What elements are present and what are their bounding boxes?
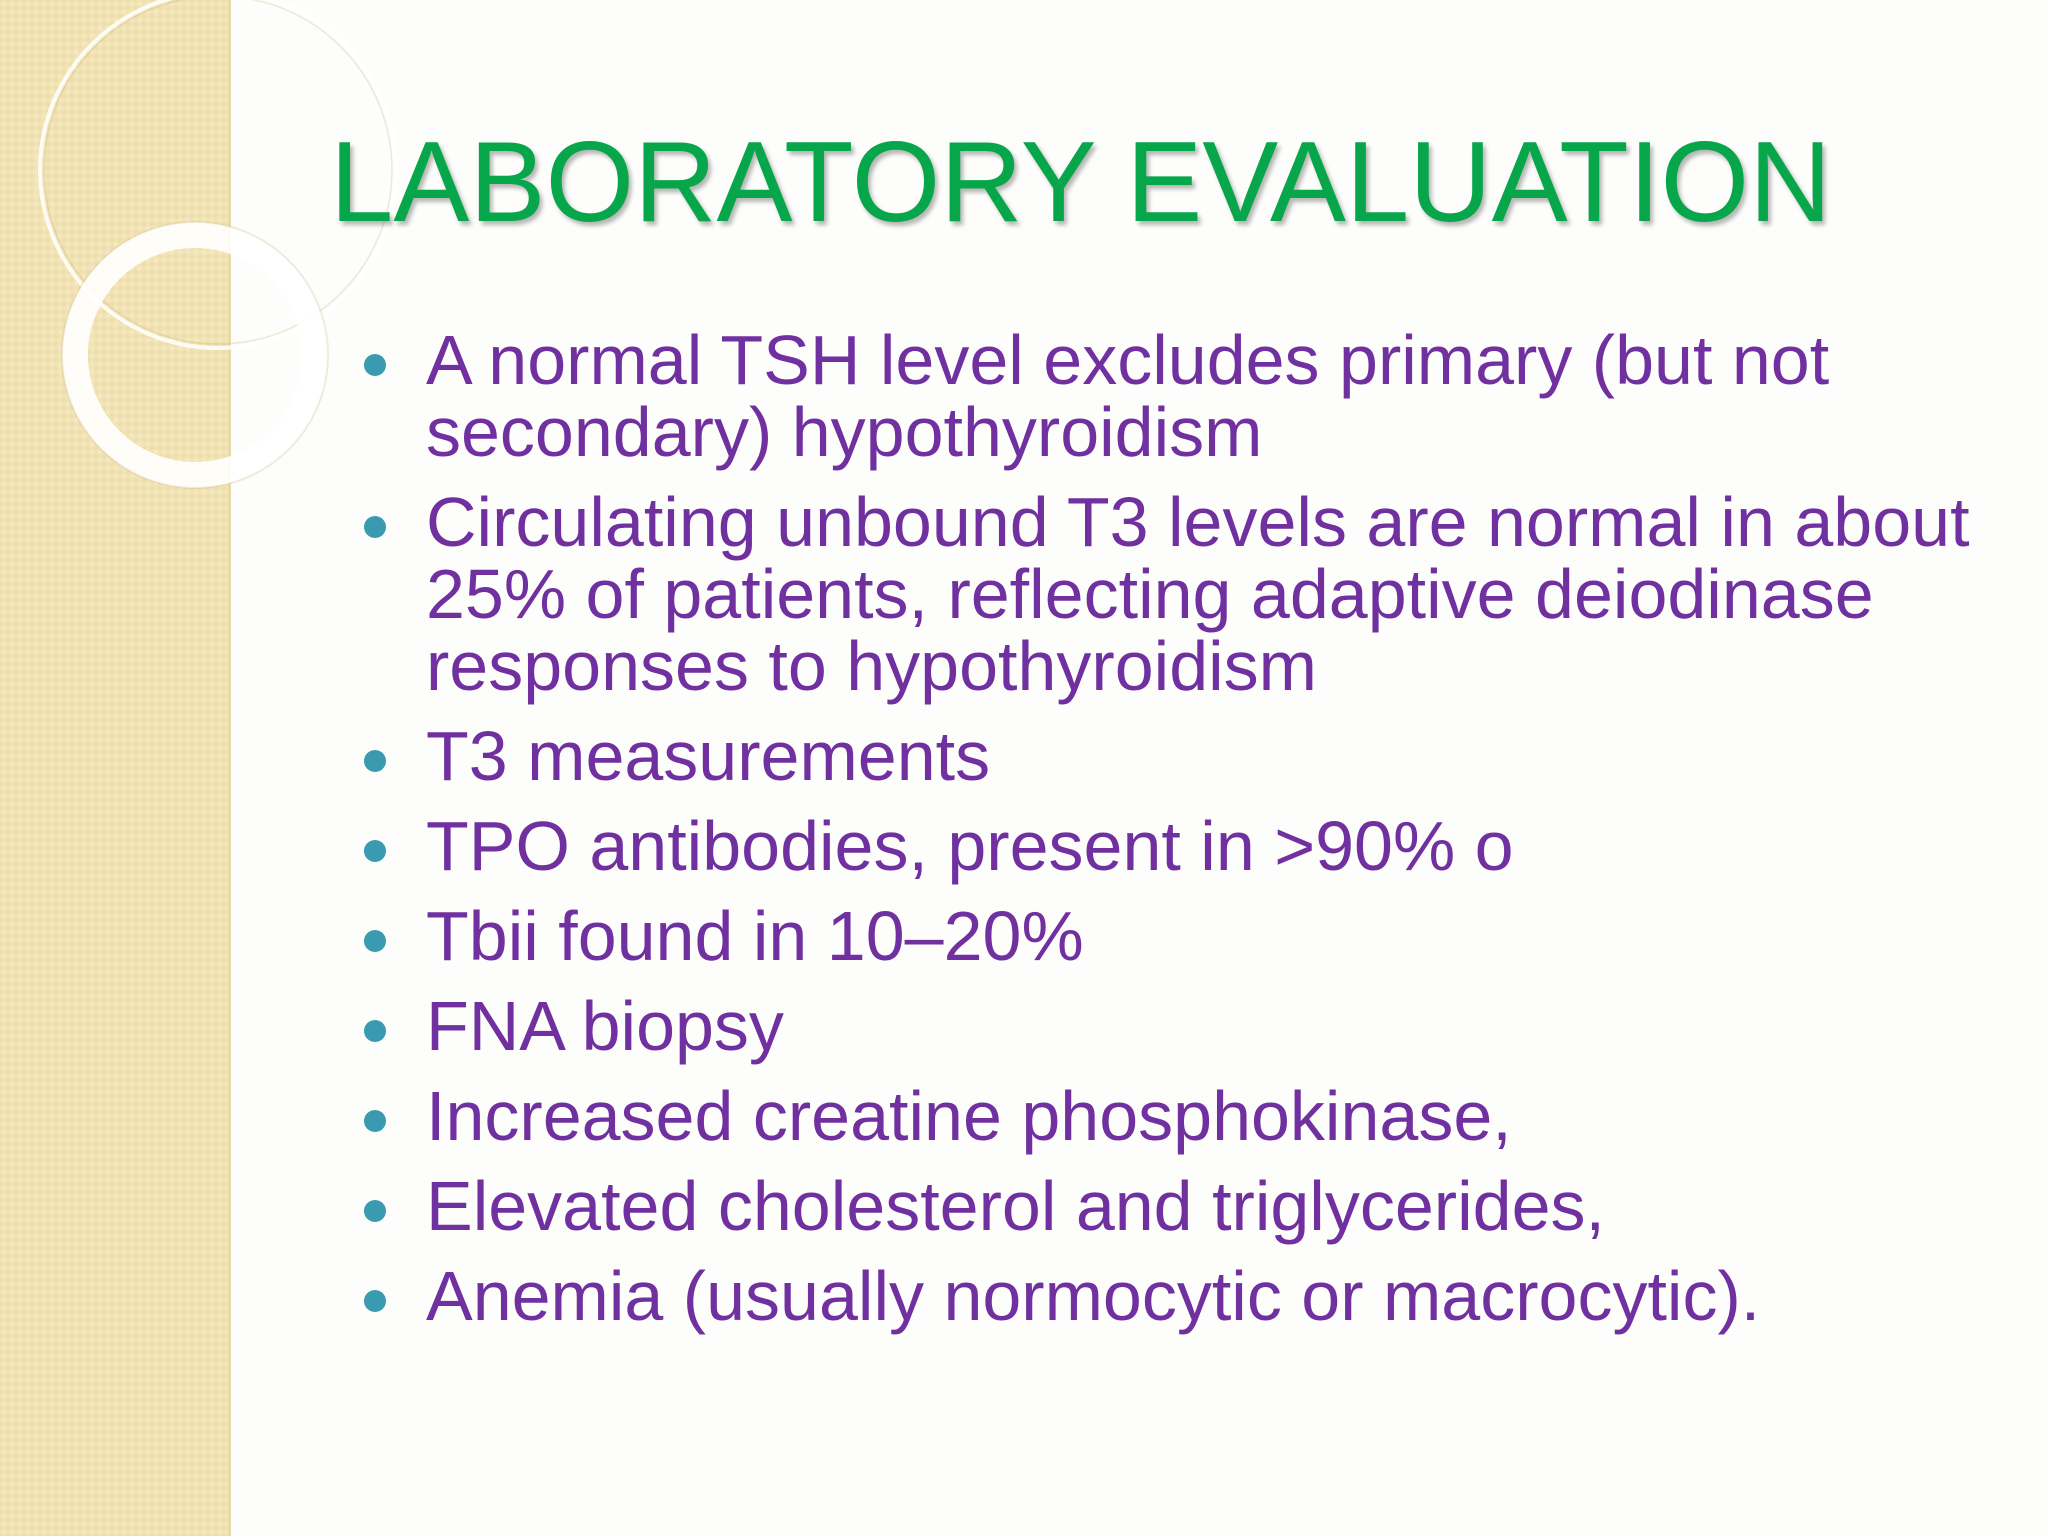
bullet-item: [356, 483, 2016, 705]
bullet-text: Increased creatine phosphokinase,: [426, 1077, 1512, 1155]
slide-title: LABORATORY EVALUATION: [330, 119, 1832, 246]
bullet-text: Elevated cholesterol and triglycerides,: [426, 1167, 1605, 1245]
bullet-icon: [364, 1020, 386, 1042]
bullet-item: [356, 1167, 2016, 1245]
bullet-item: [356, 321, 2016, 471]
bullet-text: Anemia (usually normocytic or macrocytic).: [426, 1257, 1761, 1335]
bullet-item: [356, 987, 2016, 1065]
bullet-item: [356, 1257, 2016, 1335]
bullet-item: [356, 807, 2016, 885]
bullet-icon: [364, 750, 386, 772]
bullet-item: [356, 1077, 2016, 1155]
bullet-icon: [364, 354, 386, 376]
bullet-text: Circulating unbound T3 levels are normal in about 25% of patients, reflecting adaptive deiodinase responses to hypothyroidism: [426, 483, 1970, 705]
bullet-icon: [364, 516, 386, 538]
bullet-icon: [364, 1290, 386, 1312]
small-ring: [75, 235, 315, 475]
bullet-text: T3 measurements: [426, 717, 991, 795]
bullet-item: [356, 897, 2016, 975]
bullet-icon: [364, 1200, 386, 1222]
bullet-icon: [364, 840, 386, 862]
bullet-text: FNA biopsy: [426, 987, 784, 1065]
rings-decoration: [0, 0, 300, 520]
bullet-text: TPO antibodies, present in >90% o: [426, 807, 1514, 885]
bullet-icon: [364, 930, 386, 952]
bullet-icon: [364, 1110, 386, 1132]
bullet-text: Tbii found in 10–20%: [426, 897, 1084, 975]
bullet-text: A normal TSH level excludes primary (but not secondary) hypothyroidism: [426, 321, 1830, 471]
bullet-list: [356, 321, 2016, 1350]
bullet-item: [356, 717, 2016, 795]
